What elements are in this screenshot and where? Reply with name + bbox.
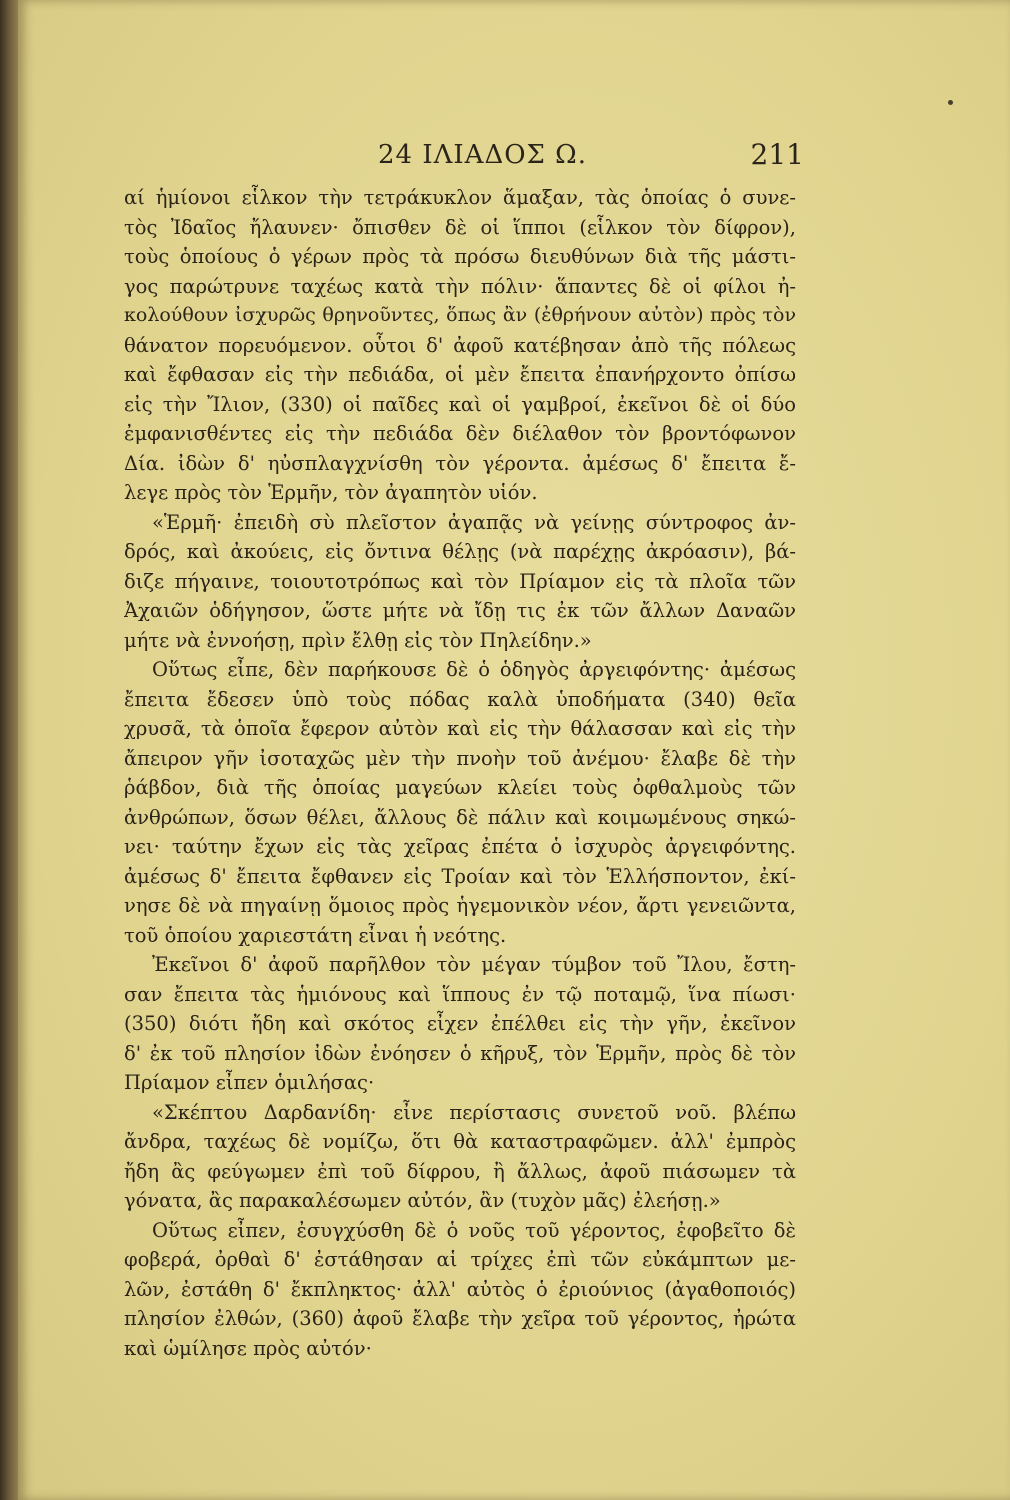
text-line: Ἀχαιῶν ὁδήγησον, ὥστε μήτε νὰ ἴδῃ τις ἐκ τῶν ἄλλων Δαναῶν: [124, 599, 796, 622]
text-line: μήτε νὰ ἐννοήσῃ, πρὶν ἔλθῃ εἰς τὸν Πηλείδην.»: [124, 628, 592, 652]
text-line: ἄπειρον γῆν ἰσοταχῶς μὲν τὴν πνοὴν τοῦ ἀνέμου· ἔλαβε δὲ τὴν: [124, 746, 796, 770]
text-line: νει· ταύτην ἔχων εἰς τὰς χεῖρας ἐπέτα ὁ ἰσχυρὸς ἀργειφόντης.: [124, 835, 796, 858]
text-line: τὸς Ἰδαῖος ἤλαυνεν· ὄπισθεν δὲ οἱ ἵπποι (εἷλκον τὸν δίφρον),: [124, 215, 796, 239]
text-line: γόνατα, ἂς παρακαλέσωμεν αὐτόν, ἂν (τυχὸν μᾶς) ἐλεήσῃ.»: [124, 1189, 721, 1212]
text-line: «Ἑρμῆ· ἐπειδὴ σὺ πλεῖστον ἀγαπᾷς νὰ γείνῃς σύντροφος ἀν-: [152, 510, 796, 534]
text-line: Οὕτως εἶπε, δὲν παρήκουσε δὲ ὁ ὁδηγὸς ἀργειφόντης· ἀμέσως: [152, 658, 796, 681]
text-line: (350) διότι ἤδη καὶ σκότος εἶχεν ἐπέλθει εἰς τὴν γῆν, ἐκεῖνον: [124, 1012, 796, 1035]
text-line: δρός, καὶ ἀκούεις, εἰς ὄντινα θέλῃς (νὰ παρέχῃς ἀκρόασιν), βά-: [124, 540, 796, 563]
running-title: 24 ΙΛΙΑΔΟΣ Ω.: [378, 140, 588, 170]
text-line: καὶ ὡμίλησε πρὸς αὐτόν·: [124, 1336, 372, 1360]
text-line: ἄνδρα, ταχέως δὲ νομίζω, ὅτι θὰ καταστραφῶμεν. ἀλλ' ἐμπρὸς: [124, 1130, 796, 1153]
text-line: λεγε πρὸς τὸν Ἑρμῆν, τὸν ἀγαπητὸν υἱόν.: [124, 481, 538, 504]
page-number: 211: [750, 138, 804, 171]
text-line: ἀμέσως δ' ἔπειτα ἔφθανεν εἰς Τροίαν καὶ τὸν Ἑλλήσποντον, ἐκί-: [124, 864, 796, 888]
text-line: φοβερά, ὀρθαὶ δ' ἐστάθησαν αἱ τρίχες ἐπὶ τῶν εὐκάμπτων με-: [124, 1248, 796, 1271]
text-line: Δία. ἰδὼν δ' ηὐσπλαγχνίσθη τὸν γέροντα. ἀμέσως δ' ἔπειτα ἔ-: [124, 451, 796, 475]
text-line: ῥάβδον, διὰ τῆς ὁποίας μαγεύων κλείει τοὺς ὀφθαλμοὺς τῶν: [124, 776, 796, 799]
text-line: γος παρώτρυνε ταχέως κατὰ τὴν πόλιν· ἅπαντες δὲ οἱ φίλοι ἠ-: [124, 274, 796, 298]
text-line: διζε πήγαινε, τοιουτοτρόπως καὶ τὸν Πρίαμον εἰς τὰ πλοῖα τῶν: [124, 569, 796, 593]
body-text: [124, 183, 796, 1363]
text-line: ἀνθρώπων, ὅσων θέλει, ἄλλους δὲ πάλιν καὶ κοιμωμένους σηκώ-: [124, 805, 796, 829]
text-line: χρυσᾶ, τὰ ὁποῖα ἔφερον αὐτὸν καὶ εἰς τὴν θάλασσαν καὶ εἰς τὴν: [124, 717, 796, 740]
text-line: τοὺς ὁποίους ὁ γέρων πρὸς τὰ πρόσω διευθύνων διὰ τῆς μάστι-: [124, 245, 796, 268]
text-line: Πρίαμον εἶπεν ὁμιλήσας·: [124, 1071, 375, 1094]
text-line: τοῦ ὁποίου χαριεστάτη εἶναι ἡ νεότης.: [124, 923, 507, 947]
text-line: δ' ἐκ τοῦ πλησίον ἰδὼν ἐνόησεν ὁ κῆρυξ, τὸν Ἑρμῆν, πρὸς δὲ τὸν: [124, 1041, 796, 1065]
ink-speck: [948, 100, 953, 105]
text-line: ἐμφανισθέντες εἰς τὴν πεδιάδα δὲν διέλαθον τὸν βροντόφωνον: [124, 422, 796, 445]
text-line: ἤδη ἂς φεύγωμεν ἐπὶ τοῦ δίφρου, ἢ ἄλλως, ἀφοῦ πιάσωμεν τὰ: [124, 1159, 796, 1183]
text-line: σαν ἔπειτα τὰς ἡμιόνους καὶ ἵππους ἐν τῷ ποταμῷ, ἵνα πίωσι·: [124, 982, 796, 1006]
text-line: «Σκέπτου Δαρδανίδη· εἶνε περίστασις συνετοῦ νοῦ. βλέπω: [152, 1100, 796, 1124]
text-line: πλησίον ἐλθών, (360) ἀφοῦ ἔλαβε τὴν χεῖρα τοῦ γέροντος, ἠρώτα: [124, 1307, 796, 1330]
text-line: Ἐκεῖνοι δ' ἀφοῦ παρῆλθον τὸν μέγαν τύμβον τοῦ Ἴλου, ἔστη-: [152, 953, 796, 976]
text-line: Οὕτως εἶπεν, ἐσυγχύσθη δὲ ὁ νοῦς τοῦ γέροντος, ἐφοβεῖτο δὲ: [152, 1218, 796, 1242]
text-line: κολούθουν ἰσχυρῶς θρηνοῦντες, ὅπως ἂν (ἐθρήνουν αὐτὸν) πρὸς τὸν: [124, 304, 796, 326]
text-line: εἰς τὴν Ἴλιον, (330) οἱ παῖδες καὶ οἱ γαμβροί, ἐκεῖνοι δὲ οἱ δύο: [124, 392, 796, 416]
text-line: ἔπειτα ἔδεσεν ὑπὸ τοὺς πόδας καλὰ ὑποδήματα (340) θεῖα: [124, 687, 796, 711]
text-line: νησε δὲ νὰ πηγαίνῃ ὅμοιος πρὸς ἡγεμονικὸν νέον, ἄρτι γενειῶντα,: [124, 894, 796, 917]
text-line: καὶ ἔφθασαν εἰς τὴν πεδιάδα, οἱ μὲν ἔπειτα ἐπανήρχοντο ὀπίσω: [124, 363, 796, 386]
text-line: θάνατον πορευόμενον. οὗτοι δ' ἀφοῦ κατέβησαν ἀπὸ τῆς πόλεως: [124, 333, 796, 357]
text-line: λῶν, ἐστάθη δ' ἔκπληκτος· ἀλλ' αὐτὸς ὁ ἐριούνιος (ἀγαθοποιός): [124, 1277, 796, 1301]
text-line: αί ἡμίονοι εἷλκον τὴν τετράκυκλον ἅμαξαν, τὰς ὁποίας ὁ συνε-: [124, 186, 796, 209]
